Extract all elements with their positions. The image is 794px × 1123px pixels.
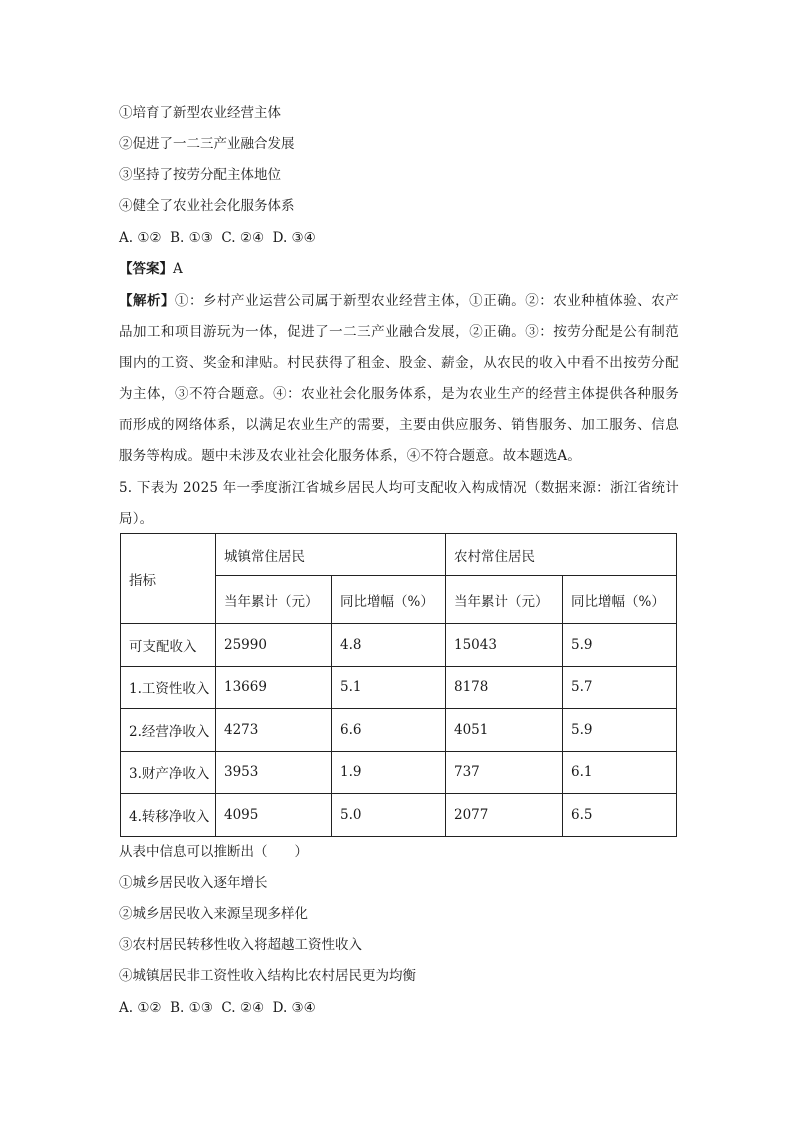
row-label: 4.转移净收入 bbox=[121, 794, 216, 837]
cell-urban-yoy: 6.6 bbox=[332, 709, 446, 752]
cell-urban-yoy: 5.1 bbox=[332, 666, 446, 709]
cell-rural-cum: 8178 bbox=[446, 666, 563, 709]
row-label: 可支配收入 bbox=[121, 624, 216, 667]
cell-urban-yoy: 4.8 bbox=[332, 624, 446, 667]
cell-rural-yoy: 6.5 bbox=[563, 794, 677, 837]
table-group-rural: 农村常住居民 bbox=[446, 534, 677, 576]
cell-urban-cum: 4273 bbox=[216, 709, 332, 752]
table-row bbox=[121, 709, 677, 752]
q5-option-3: ③农村居民转移性收入将超越工资性收入 bbox=[119, 937, 362, 953]
analysis-paragraph bbox=[119, 286, 679, 472]
cell-rural-cum: 15043 bbox=[446, 624, 563, 667]
q4-option-2: ②促进了一二三产业融合发展 bbox=[119, 136, 295, 152]
q5-stem: 5. 下表为 2025 年一季度浙江省城乡居民人均可支配收入构成情况（数据来源：浙江省统计局）。 bbox=[119, 480, 679, 527]
answer-value: A bbox=[173, 261, 183, 277]
row-label: 3.财产净收入 bbox=[121, 751, 216, 794]
income-table bbox=[120, 533, 677, 837]
cell-rural-yoy: 5.7 bbox=[563, 666, 677, 709]
table-row bbox=[121, 666, 677, 709]
row-label: 1.工资性收入 bbox=[121, 666, 216, 709]
q5-prompt: 从表中信息可以推断出（ ） bbox=[119, 844, 308, 860]
answer-line bbox=[119, 259, 183, 279]
cell-urban-cum: 3953 bbox=[216, 751, 332, 794]
table-group-urban: 城镇常住居民 bbox=[216, 534, 446, 576]
table-corner: 指标 bbox=[121, 534, 216, 624]
cell-urban-cum: 13669 bbox=[216, 666, 332, 709]
table-sub-rural-yoy: 同比增幅（%） bbox=[563, 576, 677, 624]
cell-urban-cum: 25990 bbox=[216, 624, 332, 667]
q5-option-2: ②城乡居民收入来源呈现多样化 bbox=[119, 906, 308, 922]
q5-option-4: ④城镇居民非工资性收入结构比农村居民更为均衡 bbox=[119, 968, 416, 984]
cell-urban-cum: 4095 bbox=[216, 794, 332, 837]
cell-rural-cum: 737 bbox=[446, 751, 563, 794]
cell-rural-yoy: 5.9 bbox=[563, 709, 677, 752]
table-sub-rural-cum: 当年累计（元） bbox=[446, 576, 563, 624]
table-header-row bbox=[121, 534, 677, 576]
cell-urban-yoy: 1.9 bbox=[332, 751, 446, 794]
q4-option-1: ①培育了新型农业经营主体 bbox=[119, 105, 281, 121]
q5-choices: A. ①② B. ①③ C. ②④ D. ③④ bbox=[119, 1000, 316, 1016]
cell-rural-cum: 4051 bbox=[446, 709, 563, 752]
table-row bbox=[121, 794, 677, 837]
q4-option-3: ③坚持了按劳分配主体地位 bbox=[119, 167, 281, 183]
table-row bbox=[121, 751, 677, 794]
table-sub-urban-cum: 当年累计（元） bbox=[216, 576, 332, 624]
row-label: 2.经营净收入 bbox=[121, 709, 216, 752]
q5-option-1: ①城乡居民收入逐年增长 bbox=[119, 875, 268, 891]
q4-option-4: ④健全了农业社会化服务体系 bbox=[119, 198, 295, 214]
analysis-label: 【解析】 bbox=[119, 293, 176, 309]
cell-rural-yoy: 6.1 bbox=[563, 751, 677, 794]
cell-rural-cum: 2077 bbox=[446, 794, 563, 837]
analysis-text: ①：乡村产业运营公司属于新型农业经营主体，①正确。②：农业种植体验、农产品加工和项目游玩为一体，促进了一二三产业融合发展，②正确。③：按劳分配是公有制范围内的工资、奖金和津贴。村民获得了租金、股金、薪金，从农民的收入中看不出按劳分配为主体，③不符合题意。④：农业社会化服务体系，是为农业生产的经营主体提供各种服务而形成的网络体系，以满足农业生产的需要，主要由供应服务、销售服务、加工服务、信息服务等构成。题中未涉及农业社会化服务体系，④不符合题意。故本题选A。 bbox=[119, 293, 679, 464]
cell-urban-yoy: 5.0 bbox=[332, 794, 446, 837]
q4-choices: A. ①② B. ①③ C. ②④ D. ③④ bbox=[119, 230, 316, 246]
table-row bbox=[121, 624, 677, 667]
table-sub-urban-yoy: 同比增幅（%） bbox=[332, 576, 446, 624]
cell-rural-yoy: 5.9 bbox=[563, 624, 677, 667]
answer-label: 【答案】 bbox=[119, 261, 173, 277]
